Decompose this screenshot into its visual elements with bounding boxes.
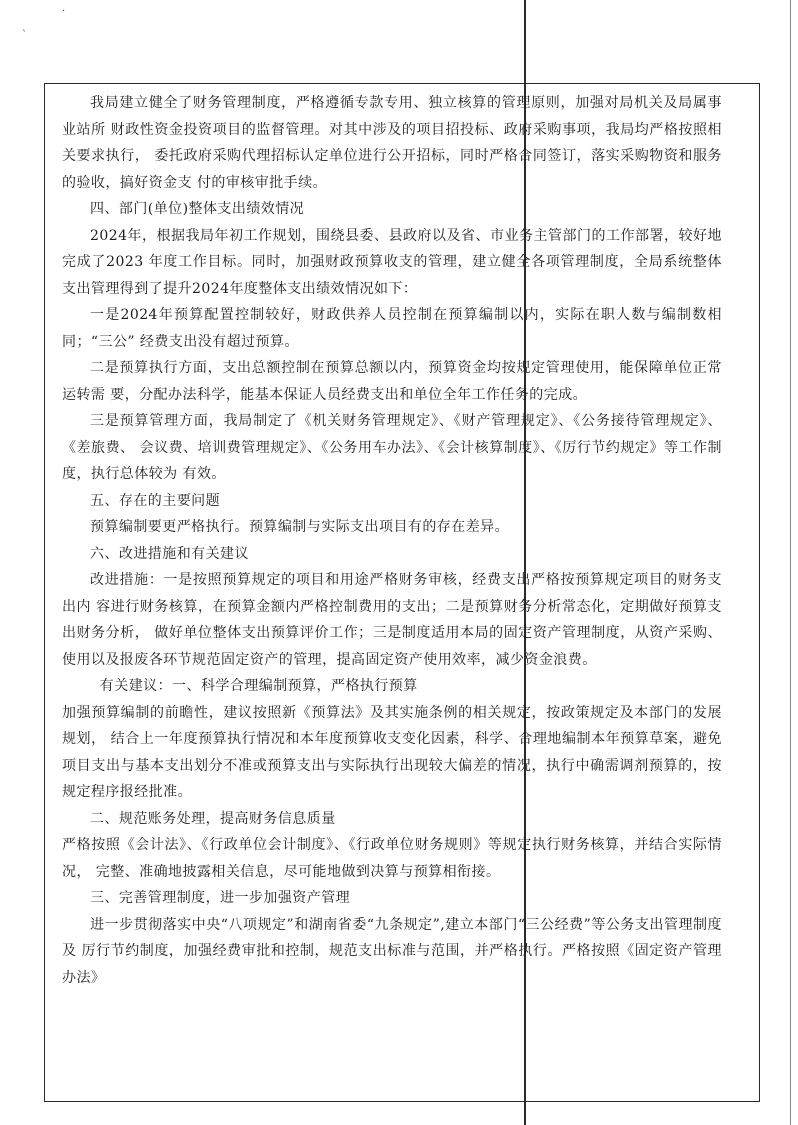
- scan-vertical-line-right: [790, 0, 791, 1125]
- heading-suggestion-2: 二、规范账务处理，提高财务信息质量: [90, 810, 336, 827]
- paragraph-suggestion-1: 加强预算编制的前瞻性，建议按照新《预算法》及其实施条例的相关规定，按政策规定及本部门的发展规划， 结合上一年度预算执行情况和本年度预算收支变化因素，科学、合理地编制本年预算草案，避免项目支出与基本支出划分不准或预算支出与实际执行出现较大偏差的情况，执行中确需调剂预算的，按规定程序报经批准。: [62, 704, 722, 800]
- paragraph-improvements: 改进措施：一是按照预算规定的项目和用途严格财务审核，经费支出严格按预算规定项目的财务支出内 容进行财务核算，在预算金额内严格控制费用的支出；二是预算财务分析常态化，定期做好预算支出财务分析， 做好单位整体支出预算评价工作；三是制度适用本局的固定资产管理制度，从资产采购、使用以及报废各环节规范固定资产的管理，提高固定资产使用效率，减少资金浪费。: [62, 572, 722, 668]
- heading-section-6: 六、改进措施和有关建议: [90, 545, 249, 562]
- heading-section-5: 五、存在的主要问题: [90, 492, 221, 509]
- scan-mark: ·: [62, 6, 66, 17]
- paragraph-procurement: 我局建立健全了财务管理制度，严格遵循专款专用、独立核算的管理原则，加强对局机关及局属事业站所 财政性资金投资项目的监督管理。对其中涉及的项目招投标、政府采购事项，我局均严格按照相关要求执行， 委托政府采购代理招标认定单位进行公开招标，同时严格合同签订，落实采购物资和服务的验收，搞好资金支 付的审核审批手续。: [62, 95, 722, 191]
- paragraph-2024-overview: 2024年，根据我局年初工作规划，围绕县委、县政府以及省、市业务主管部门的工作部署，较好地完成了2023 年度工作目标。同时，加强财政预算收支的管理，建立健全各项管理制度，全局系统整体支出管理得到了提升2024年度整体支出绩效情况如下：: [62, 227, 722, 297]
- paragraph-suggestion-3: 进一步贯彻落实中央“八项规定”和湖南省委“九条规定”,建立本部门“三公经费”等公务支出管理制度及 厉行节约制度，加强经费审批和控制，规范支出标准与范围，并严格执行。严格按照《固定资产管理办法》: [62, 916, 722, 986]
- paragraph-issues: 预算编制要更严格执行。预算编制与实际支出项目有的存在差异。: [90, 519, 510, 535]
- heading-suggestion-1: 有关建议：一、科学合理编制预算，严格执行预算: [99, 678, 418, 694]
- paragraph-budget-allocation: 一是2024年预算配置控制较好，财政供养人员控制在预算编制以内，实际在职人数与编制数相同；“三公” 经费支出没有超过预算。: [62, 307, 722, 350]
- paragraph-suggestion-2: 严格按照《会计法》、《行政单位会计制度》、《行政单位财务规则》等规定执行财务核算，并结合实际情况， 完整、准确地披露相关信息，尽可能地做到决算与预算相衔接。: [62, 837, 722, 880]
- heading-suggestion-3: 三、完善管理制度，进一步加强资产管理: [90, 890, 351, 906]
- paragraph-budget-management: 三是预算管理方面，我局制定了《机关财务管理规定》、《财产管理规定》、《公务接待管理规定》、《差旅费、 会议费、培训费管理规定》、《公务用车办法》、《会计核算制度》、《厉行节约规定》等工作制度，执行总体较为 有效。: [62, 413, 722, 482]
- heading-section-4: 四、部门(单位)整体支出绩效情况: [90, 201, 305, 217]
- paragraph-budget-execution: 二是预算执行方面，支出总额控制在预算总额以内，预算资金均按规定管理使用，能保障单位正常运转需 要，分配办法科学，能基本保证人员经费支出和单位全年工作任务的完成。: [62, 360, 722, 403]
- scan-mark: `: [22, 30, 27, 41]
- document-body: [62, 90, 722, 991]
